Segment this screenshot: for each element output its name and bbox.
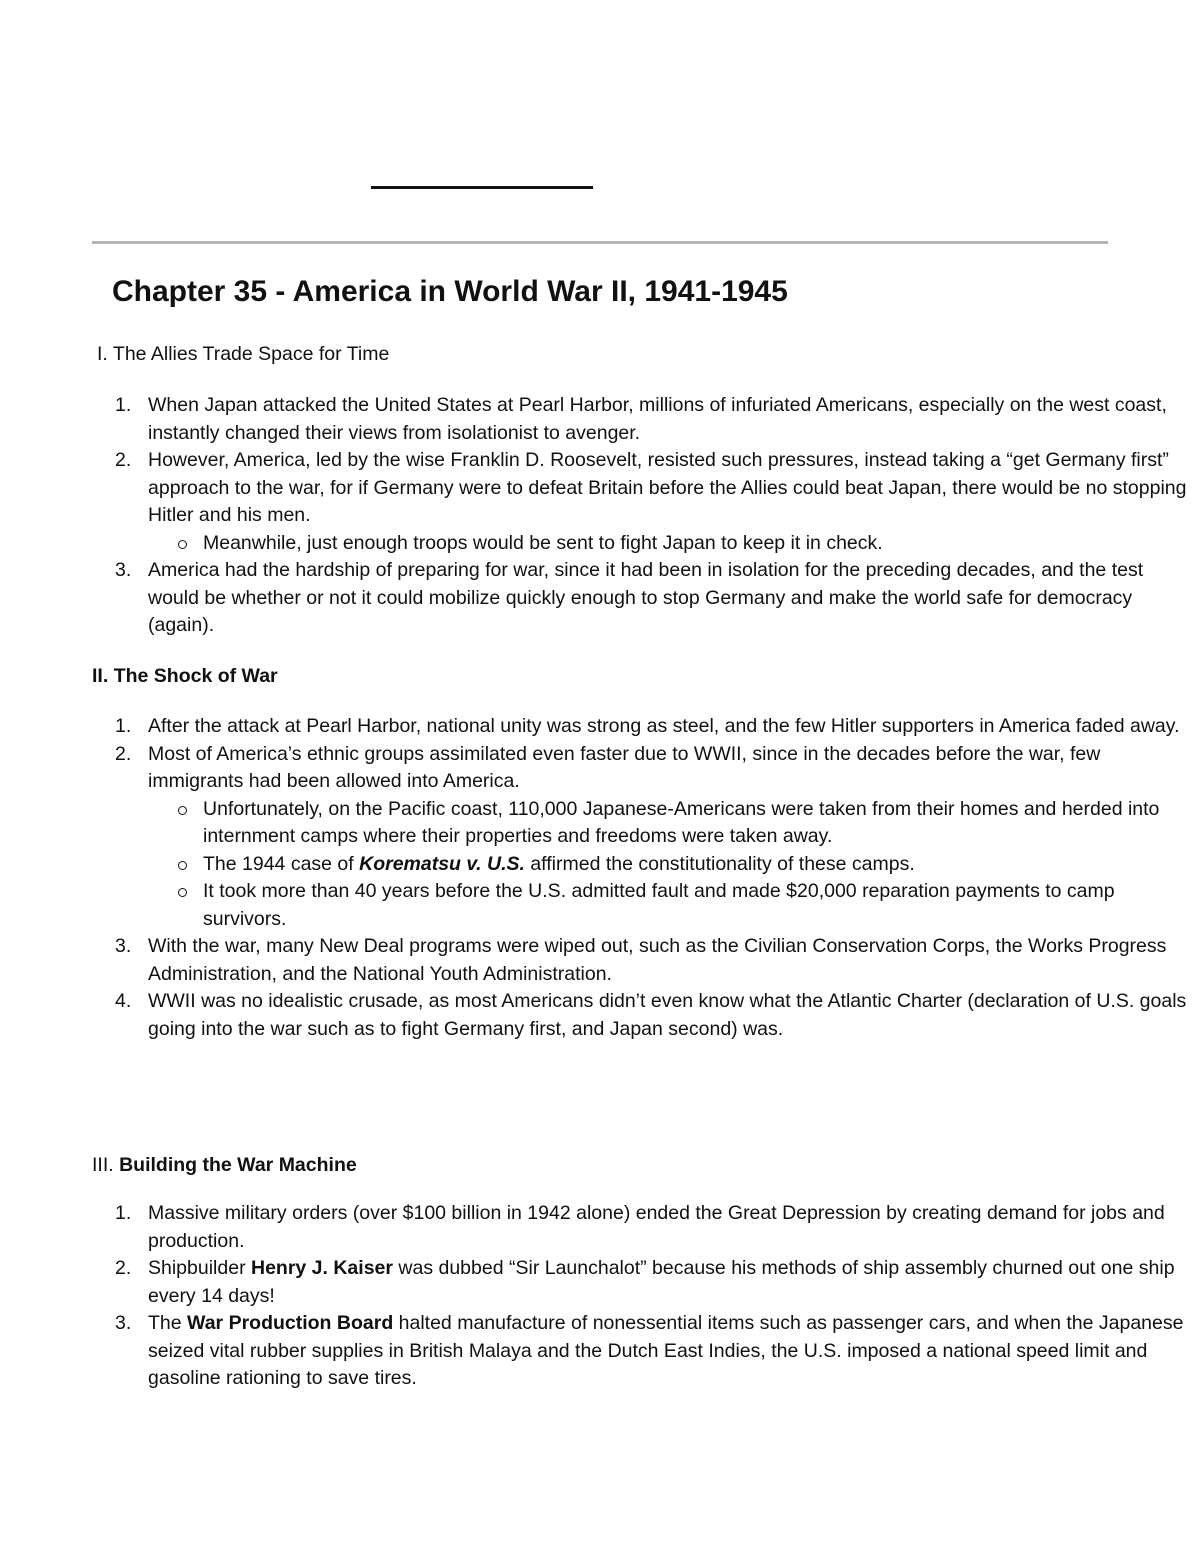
name-blank-line [371, 186, 593, 189]
item-text: Most of America’s ethnic groups assimilated even faster due to WWII, since in the decades before the war, few immigrants had been allowed into America. [148, 742, 1101, 792]
item-number: 2. [115, 1257, 132, 1279]
section-1-list [115, 392, 1193, 640]
page-title: Chapter 35 - America in World War II, 1941-1945 [112, 275, 788, 308]
sub-list [148, 796, 1193, 934]
list-item [115, 988, 1193, 1043]
list-item [115, 447, 1193, 557]
item-text: WWII was no idealistic crusade, as most Americans didn’t even know what the Atlantic Charter (declaration of U.S. goals going into the war such as to fight Germany first, and Japan second) was. [148, 990, 1187, 1040]
list-item [115, 741, 1193, 934]
item-text: However, America, led by the wise Franklin D. Roosevelt, resisted such pressures, instead taking a “get Germany first” approach to the war, for if Germany were to defeat Britain before the Allies could beat Japan, there would be no stopping Hitler and his men. [148, 449, 1187, 526]
sub-item-text: Unfortunately, on the Pacific coast, 110,000 Japanese-Americans were taken from their homes and herded into internment camps where their properties and freedoms were taken away. [203, 797, 1160, 847]
item-number: 1. [115, 394, 132, 416]
item-text-after: halted manufacture of nonessential items such as passenger cars, and when the Japanese seized vital rubber supplies in British Malaya and the Dutch East Indies, the U.S. imposed a national speed limit and gasoline rationing to save tires. [148, 1312, 1184, 1389]
section-numeral: II. [92, 665, 109, 687]
item-number: 2. [115, 449, 132, 471]
sub-list [148, 530, 1193, 558]
item-number: 4. [115, 990, 132, 1012]
sub-list-item [203, 530, 1193, 558]
item-number: 3. [115, 1312, 132, 1334]
item-number: 3. [115, 935, 132, 957]
item-text-before: The [148, 1312, 188, 1334]
item-text: America had the hardship of preparing for war, since it had been in isolation for the preceding decades, and the test would be whether or not it could mobilize quickly enough to stop Germany and make the world safe for democracy (again). [148, 559, 1144, 636]
section-heading-2 [92, 662, 278, 690]
section-heading-3 [92, 1151, 357, 1179]
section-2-list [115, 713, 1193, 1043]
section-heading-1 [97, 340, 389, 368]
list-item [115, 933, 1193, 988]
item-number: 3. [115, 559, 132, 581]
list-item [115, 557, 1193, 640]
sub-list-item [203, 796, 1193, 851]
sub-list-item [203, 878, 1193, 933]
section-numeral: III. [92, 1154, 114, 1176]
list-item [115, 392, 1193, 447]
section-3-list [115, 1200, 1193, 1393]
list-item [115, 1310, 1193, 1393]
item-number: 2. [115, 742, 132, 765]
horizontal-rule [92, 241, 1108, 244]
section-title: Building the War Machine [119, 1154, 357, 1176]
list-item [115, 1200, 1193, 1255]
list-item [115, 713, 1193, 741]
list-item [115, 1255, 1193, 1310]
item-number: 1. [115, 715, 132, 737]
section-title: The Allies Trade Space for Time [112, 343, 390, 365]
section-numeral: I. [97, 343, 108, 365]
agency-name: War Production Board [187, 1312, 394, 1334]
item-text: With the war, many New Deal programs were wiped out, such as the Civilian Conservation Corps, the Works Progress Administration, and the National Youth Administration. [148, 935, 1167, 985]
sub-list-item [203, 851, 1193, 879]
sub-item-text-before: The 1944 case of [203, 852, 360, 875]
sub-item-text: Meanwhile, just enough troops would be sent to fight Japan to keep it in check. [203, 531, 883, 554]
section-title: The Shock of War [113, 665, 278, 687]
sub-item-text-after: affirmed the constitutionality of these camps. [524, 852, 915, 875]
case-name: Korematsu v. U.S. [359, 852, 525, 875]
item-text: When Japan attacked the United States at Pearl Harbor, millions of infuriated Americans, especially on the west coast, instantly changed their views from isolationist to avenger. [148, 394, 1167, 444]
item-number: 1. [115, 1202, 132, 1224]
person-name: Henry J. Kaiser [250, 1257, 393, 1279]
item-text-after: was dubbed “Sir Launchalot” because his methods of ship assembly churned out one ship every 14 days! [148, 1257, 1175, 1307]
item-text: After the attack at Pearl Harbor, national unity was strong as steel, and the few Hitler supporters in America faded away. [148, 715, 1180, 737]
item-text: Massive military orders (over $100 billion in 1942 alone) ended the Great Depression by creating demand for jobs and production. [148, 1202, 1165, 1252]
item-text-before: Shipbuilder [148, 1257, 251, 1279]
sub-item-text: It took more than 40 years before the U.S. admitted fault and made $20,000 reparation payments to camp survivors. [203, 880, 1115, 930]
